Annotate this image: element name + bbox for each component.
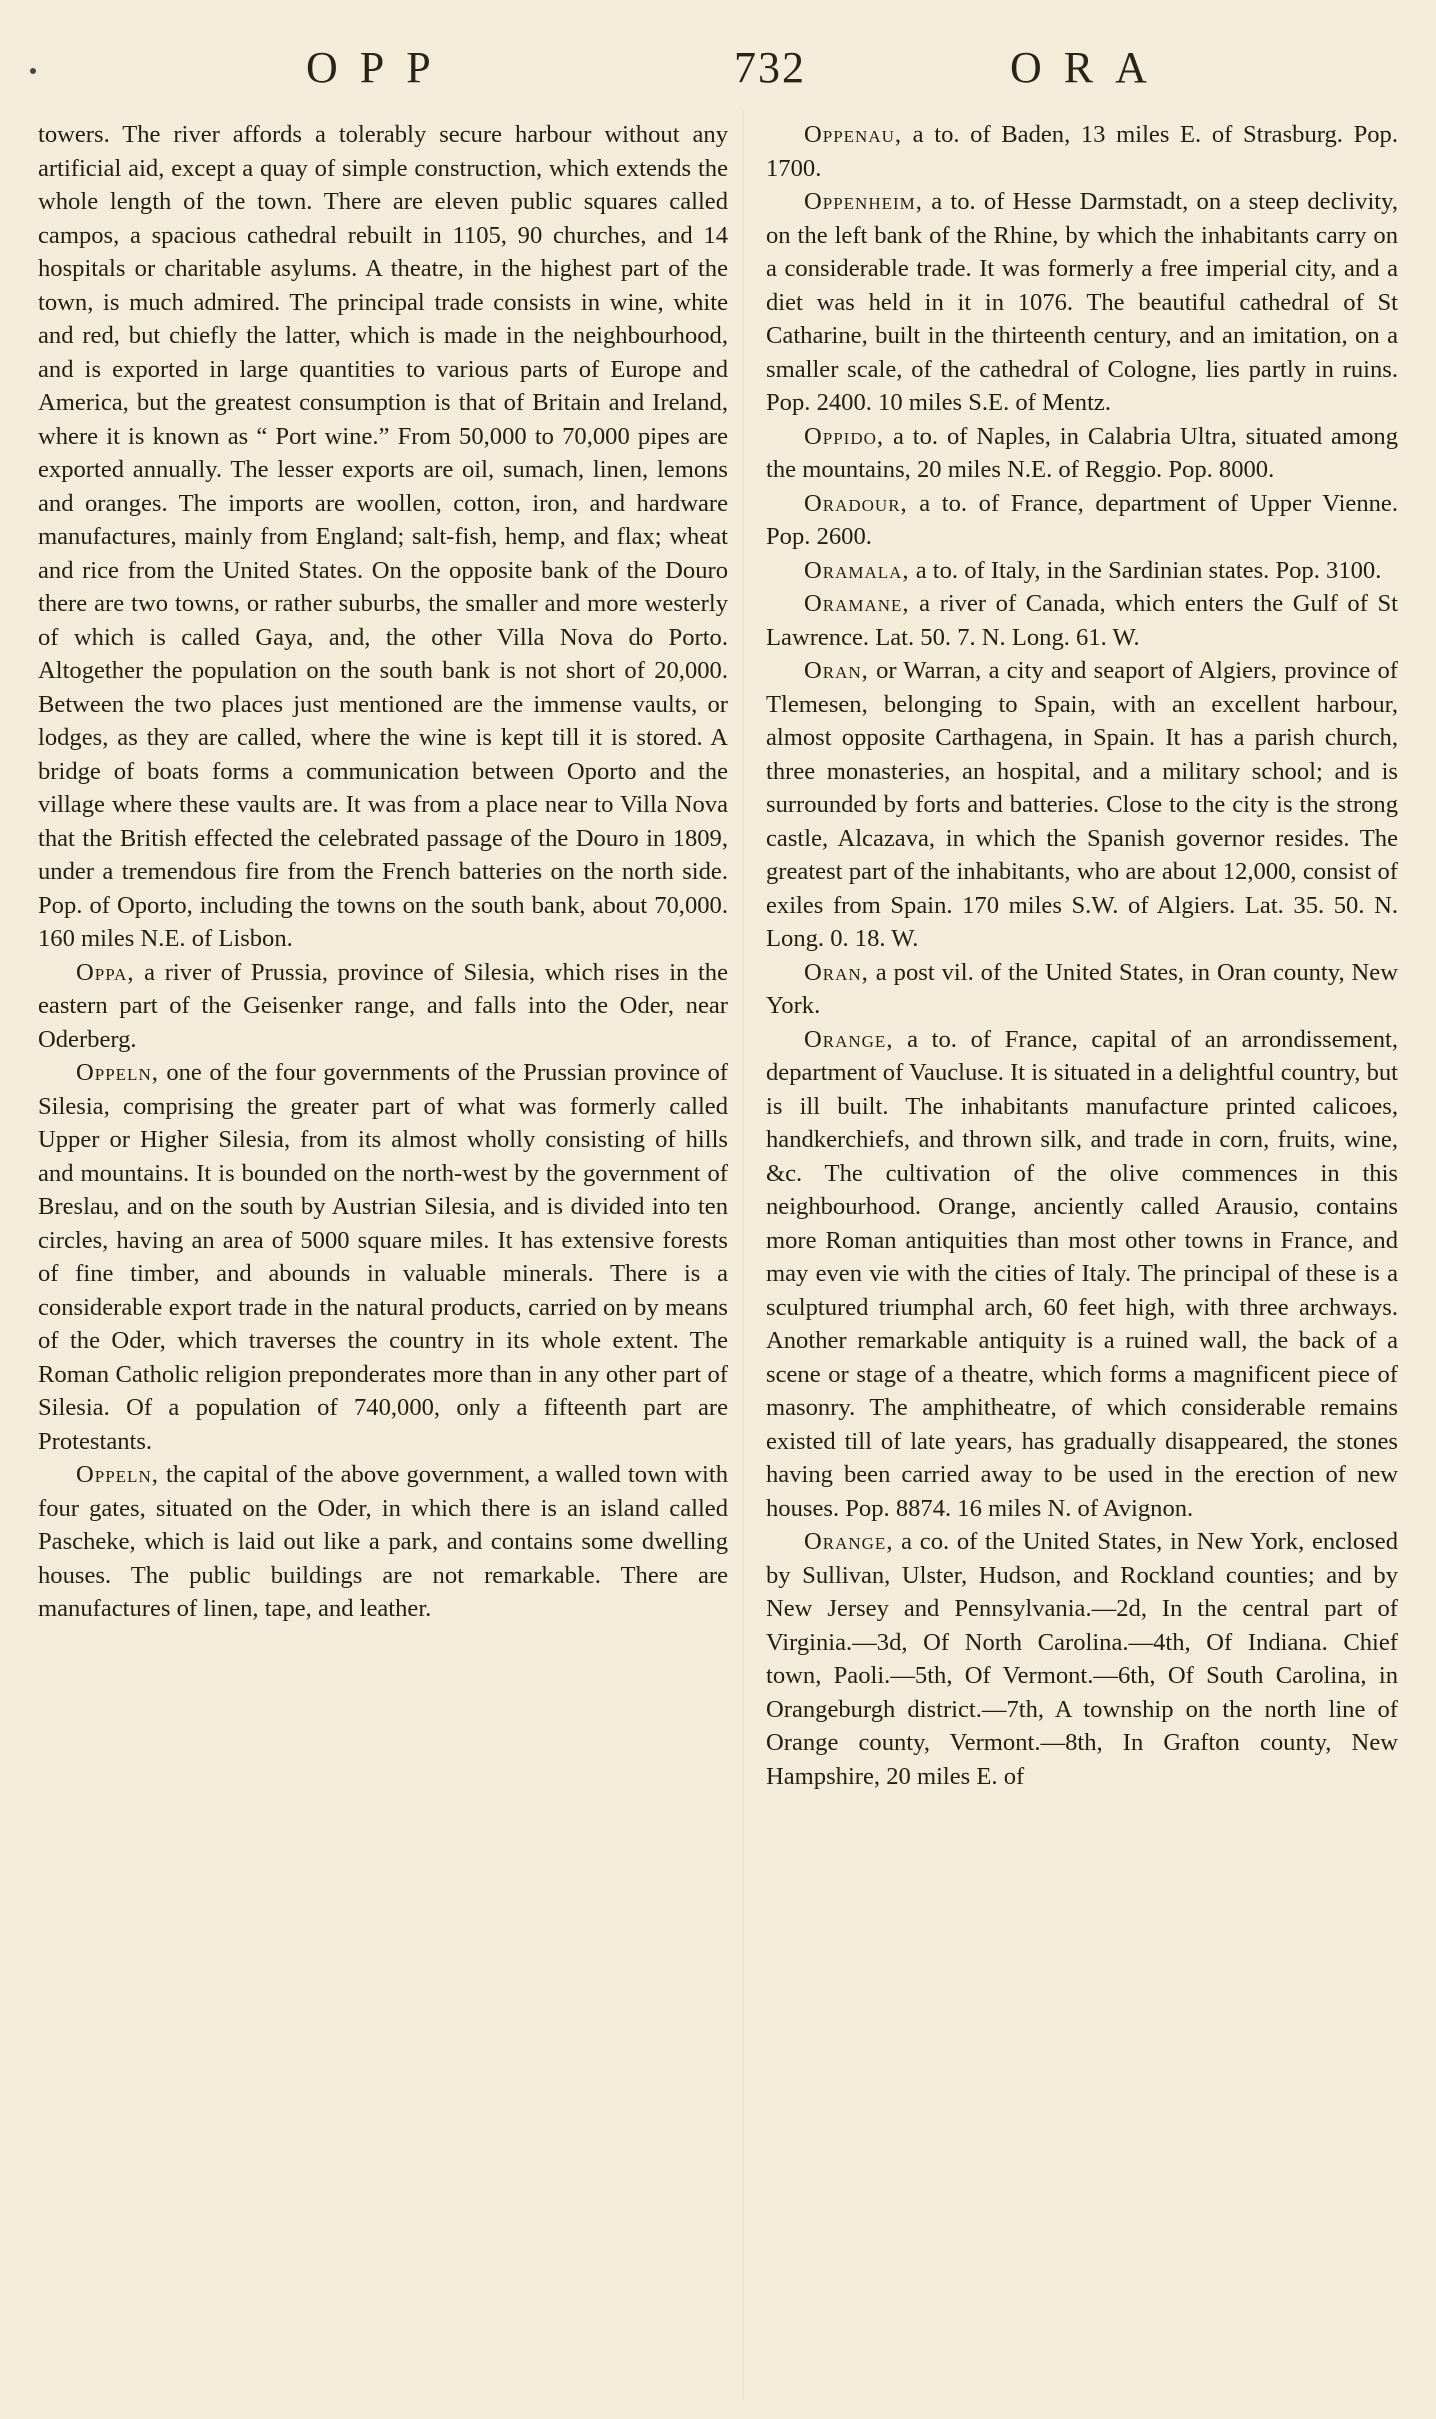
entry-text: a to. of Italy, in the Sardinian states. Pop. 3100.	[909, 556, 1382, 584]
entry-text: a to. of France, department of Upper Vienne. Pop. 2600.	[766, 489, 1398, 550]
entry-text: the capital of the above government, a walled town with four gates, situated on the Oder, in which there is an island called Pascheke, which is laid out like a park, and contains some dwelling houses. The public buildings are not remarkable. There are manufactures of linen, tape, and leather.	[38, 1461, 728, 1622]
entry-headword: Oppenau,	[804, 121, 903, 148]
entry	[38, 1458, 728, 1626]
entry-text: a to. of Hesse Darmstadt, on a steep declivity, on the left bank of the Rhine, by which the inhabitants carry on a considerable trade. It was formerly a free imperial city, and a diet was held in it in 1076. The beautiful cathedral of St Catharine, built in the thirteenth century, and an imitation, on a smaller scale, of the cathedral of Cologne, lies partly in ruins. Pop. 2400. 10 miles S.E. of Mentz.	[766, 188, 1398, 416]
entry-headword: Oppenheim,	[804, 188, 923, 215]
page-number: 732	[734, 43, 806, 92]
entry	[766, 420, 1398, 487]
header-right-word: ORA	[1010, 43, 1169, 92]
entry-headword: Oramala,	[804, 556, 910, 584]
entry	[766, 1525, 1398, 1793]
right-column	[766, 118, 1398, 1793]
entry	[766, 587, 1398, 654]
entry-headword: Oran,	[804, 958, 869, 986]
entry	[38, 1056, 728, 1458]
entry-headword: Oppeln,	[76, 1059, 159, 1086]
entry-headword: Orange,	[804, 1528, 894, 1555]
header-left-word: OPP	[306, 43, 453, 92]
entry-text: or Warran, a city and seaport of Algiers, province of Tlemesen, belonging to Spain, with an excellent harbour, almost opposite Carthagena, in Spain. It has a parish church, three monasteries, an hospital, and a military school; and is surrounded by forts and batteries. Close to the city is the strong castle, Alcazava, in which the Spanish governor resides. The greatest part of the inhabitants, who are about 12,000, consist of exiles from Spain. 170 miles S.W. of Algiers. Lat. 35. 50. N. Long. 0. 18. W.	[766, 657, 1398, 952]
entry-headword: Oramane,	[804, 590, 910, 617]
entry	[38, 956, 728, 1057]
entry-headword: Oran,	[804, 657, 869, 684]
entry	[766, 118, 1398, 185]
entry-headword: Oppeln,	[76, 1461, 159, 1488]
entry	[766, 1023, 1398, 1526]
entry-text: a to. of Baden, 13 miles E. of Strasburg. Pop. 1700.	[766, 121, 1398, 182]
entry-text: a to. of Naples, in Calabria Ultra, situated among the mountains, 20 miles N.E. of Reggio. Pop. 8000.	[766, 422, 1398, 483]
running-head	[0, 42, 1436, 102]
entry	[766, 654, 1398, 956]
entry-text: towers. The river affords a tolerably secure harbour without any artificial aid, except a quay of simple construction, which extends the whole length of the town. There are eleven public squares called campos, a spacious cathedral rebuilt in 1105, 90 churches, and 14 hospitals or charitable asylums. A theatre, in the highest part of the town, is much admired. The principal trade consists in wine, white and red, but chiefly the latter, which is made in the neighbourhood, and is exported in large quantities to various parts of Europe and America, but the greatest consumption is that of Britain and Ireland, where it is known as “ Port wine.” From 50,000 to 70,000 pipes are exported annually. The lesser exports are oil, sumach, linen, lemons and oranges. The imports are woollen, cotton, iron, and hardware manufactures, mainly from England; salt-fish, hemp, and flax; wheat and rice from the United States. On the opposite bank of the Douro there are two towns, or rather suburbs, the smaller and more westerly of which is called Gaya, and, the other Villa Nova do Porto. Altogether the population on the south bank is not short of 20,000. Between the two places just mentioned are the immense vaults, or lodges, as they are called, where the wine is kept till it is stored. A bridge of boats forms a communication between Oporto and the village where these vaults are. It was from a place near to Villa Nova that the British effected the celebrated passage of the Douro in 1809, under a tremendous fire from the French batteries on the north side. Pop. of Oporto, including the towns on the south bank, about 70,000. 160 miles N.E. of Lisbon.	[38, 121, 728, 952]
entry-headword: Orange,	[804, 1025, 894, 1053]
entry-text: one of the four governments of the Prussian province of Silesia, comprising the greater part of what was formerly called Upper or Higher Silesia, from its almost wholly consisting of hills and mountains. It is bounded on the north-west by the government of Breslau, and on the south by Austrian Silesia, and is divided into ten circles, having an area of 5000 square miles. It has extensive forests of fine timber, and abounds in valuable minerals. There is a considerable export trade in the natural products, carried on by means of the Oder, which traverses the country in its whole extent. The Roman Catholic religion preponderates more than in any other part of Silesia. Of a population of 740,000, only a fifteenth part are Protestants.	[38, 1059, 728, 1455]
entry-headword: Oppido,	[804, 422, 885, 450]
entry-headword: Oradour,	[804, 489, 908, 517]
entry-text: a river of Canada, which enters the Gulf of St Lawrence. Lat. 50. 7. N. Long. 61. W.	[766, 590, 1398, 651]
entry	[766, 185, 1398, 420]
entry-text: a post vil. of the United States, in Oran county, New York.	[766, 958, 1398, 1019]
entry	[38, 118, 728, 956]
entry-text: a to. of France, capital of an arrondissement, department of Vaucluse. It is situated in a delightful country, but is ill built. The inhabitants manufacture printed calicoes, handkerchiefs, and thrown silk, and trade in corn, fruits, wine, &c. The cultivation of the olive commences in this neighbourhood. Orange, anciently called Arausio, contains more Roman antiquities than most other towns in France, and may even vie with the cities of Italy. The principal of these is a sculptured triumphal arch, 60 feet high, with three archways. Another remarkable antiquity is a ruined wall, the back of a scene or stage of a theatre, which forms a magnificent piece of masonry. The amphitheatre, of which considerable remains existed till of late years, has gradually disappeared, the stones having been carried away to be used in the erection of new houses. Pop. 8874. 16 miles N. of Avignon.	[766, 1025, 1398, 1522]
entry-headword: Oppa,	[76, 958, 135, 986]
column-gutter	[743, 110, 744, 2400]
left-column	[38, 118, 728, 1626]
entry	[766, 487, 1398, 554]
entry	[766, 554, 1398, 588]
entry	[766, 956, 1398, 1023]
entry-text: a co. of the United States, in New York, enclosed by Sullivan, Ulster, Hudson, and Rockland counties; and by New Jersey and Pennsylvania.—2d, In the central part of Virginia.—3d, Of North Carolina.—4th, Of Indiana. Chief town, Paoli.—5th, Of Vermont.—6th, Of South Carolina, in Orangeburgh district.—7th, A township on the north line of Orange county, Vermont.—8th, In Grafton county, New Hampshire, 20 miles E. of	[766, 1528, 1398, 1790]
entry-text: a river of Prussia, province of Silesia, which rises in the eastern part of the Geisenker range, and falls into the Oder, near Oderberg.	[38, 958, 728, 1053]
